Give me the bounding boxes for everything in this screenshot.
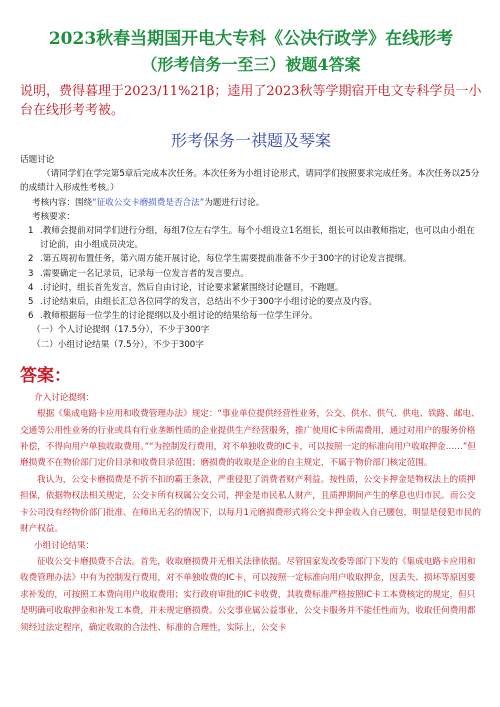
content-suffix: 为题进行讨论。 (204, 197, 265, 208)
task-description (20, 153, 482, 352)
document-title-line1: 2023秋春当期国开电大专科《公决行政学》在线形考 (48, 29, 454, 49)
requirements-heading: 考核要求： (32, 211, 75, 222)
document-title-line2: （形考信务一至三）被题4答案 (141, 55, 361, 74)
answer-heading: 答案： (20, 365, 71, 386)
task-heading: 话题讨论 (20, 155, 55, 165)
requirement-number: 6 (28, 311, 34, 322)
requirement-number: 1 (28, 226, 34, 237)
answer-paragraph: 征收公交卡磨损费不合法。首先，收取磨损费并无相关法律依据。尽管国家发改委等部门下发的《集成电路卡应用和收费管理办法》中有为控制发行费用，对不单独收费的IC卡，可以按照一定标准向用户收取押金，因丢失、损坏等原因要求补发的，可按照工本费向用户收取费用；实行政府审批的IC卡收费，其收费标准严格按照IC卡工本费核定的规定，但只是明确可收取押金和补发工本费，并未规定磨损费。公交事业属公益事业，公交卡服务并不能任性而为，收取任何费用都须经过法定程序，确定收取的合法性、标准的合理性，实际上，公交卡 (20, 556, 476, 633)
requirement-text: .讨论时，组长首先发言，然后自由讨论，讨论要求紧紧围绕讨论题目，不跑题。 (40, 282, 344, 293)
content-topic: “征收公交卡磨损费是否合法” (92, 197, 205, 208)
answer-paragraph: 我认为，公交卡磨损费是不折不扣的霸王条款，严重侵犯了消费者财产利益。按性质，公交卡押金是物权法上的质押担保，依据物权法相关规定，公交卡所有权属公交公司，押金是市民私人财产，且质押期间产生的孳息也归市民。而公交卡公司没有经物价部门批准、在师出无名的情况下，以每月1元磨损费形式将公交卡押金收入自己腰包，明显是侵犯市民的财产权益。 (20, 474, 481, 535)
task-intro: （请同学们在学完第5章后完成本次任务。本次任务为小组讨论形式，请同学们按照要求完成任务。本次任务以25分的成绩计入形成性考核。） (20, 169, 480, 194)
answer-paragraph: 根据《集成电路卡应用和收费管理办法》规定：“事业单位提供经营性业务，公交、供水、供气、供电、铁路、邮电、交通等公用性业务的行业或具有行业垄断性质的企业提供生产经营服务，推广使用IC卡所需费用，通过对用户的服务价格补偿，不得向用户单独收取费用。”“为控制发行费用，对不单独收费的IC卡，可以按照一定的标准向用户收取押金……”但磨损费不在物价部门定价目录和收费目录范围；磨损费的收取是企业的自主规定，不属于物价部门核定范围。 (20, 409, 480, 469)
requirement-text: .教师根据每一位学生的讨论提纲以及小组讨论的结果给每一位学生评分。 (40, 311, 318, 322)
requirement-item (20, 295, 482, 309)
requirement-item (20, 309, 482, 323)
requirement-number: 4 (28, 282, 34, 293)
requirement-item (20, 252, 482, 266)
answer-body (20, 390, 482, 636)
answer-subheading-group: 小组讨论结果： (34, 540, 95, 551)
score-item: （二）小组讨论结果（7.5分），不少于300字 (32, 339, 204, 350)
requirement-text: .第五周初布置任务，第六周方能开展讨论，每位学生需要提前准备不少于300字的讨论发言提纲。 (40, 254, 412, 265)
score-item: （一）个人讨论提纲（17.5分），不少于300字 (32, 325, 210, 336)
explanation-note: 说明，费得暮理于2023/11%21β；逵用了2023秋等学期宿开电文专科学员一小台在线形考考被。 (20, 84, 482, 118)
requirement-item (20, 267, 482, 281)
section-title: 形考保务一祺题及琴案 (170, 131, 331, 150)
requirement-number: 2 (28, 254, 34, 265)
content-label: 考核内容：围绕 (32, 197, 93, 208)
requirement-number: 5 (28, 297, 34, 308)
requirement-text: .需要确定一名记录员，记录每一位发言者的发言要点。 (40, 268, 249, 279)
answer-subheading-individual: 介入讨论提纲： (34, 392, 95, 403)
requirement-text: .讨论结束后，由组长汇总各位同学的发言，总结出不少于300字小组讨论的要点及内容。 (40, 297, 378, 308)
task-content (20, 196, 482, 210)
requirement-number: 3 (28, 268, 34, 279)
requirement-item (20, 224, 482, 252)
requirement-text: .教师会提前对同学们进行分组，每组7位左右学生。每个小组设立1名组长，组长可以由教师指定，也可以由小组在讨论前，由小组成员决定。 (40, 226, 475, 251)
requirement-item (20, 281, 482, 295)
